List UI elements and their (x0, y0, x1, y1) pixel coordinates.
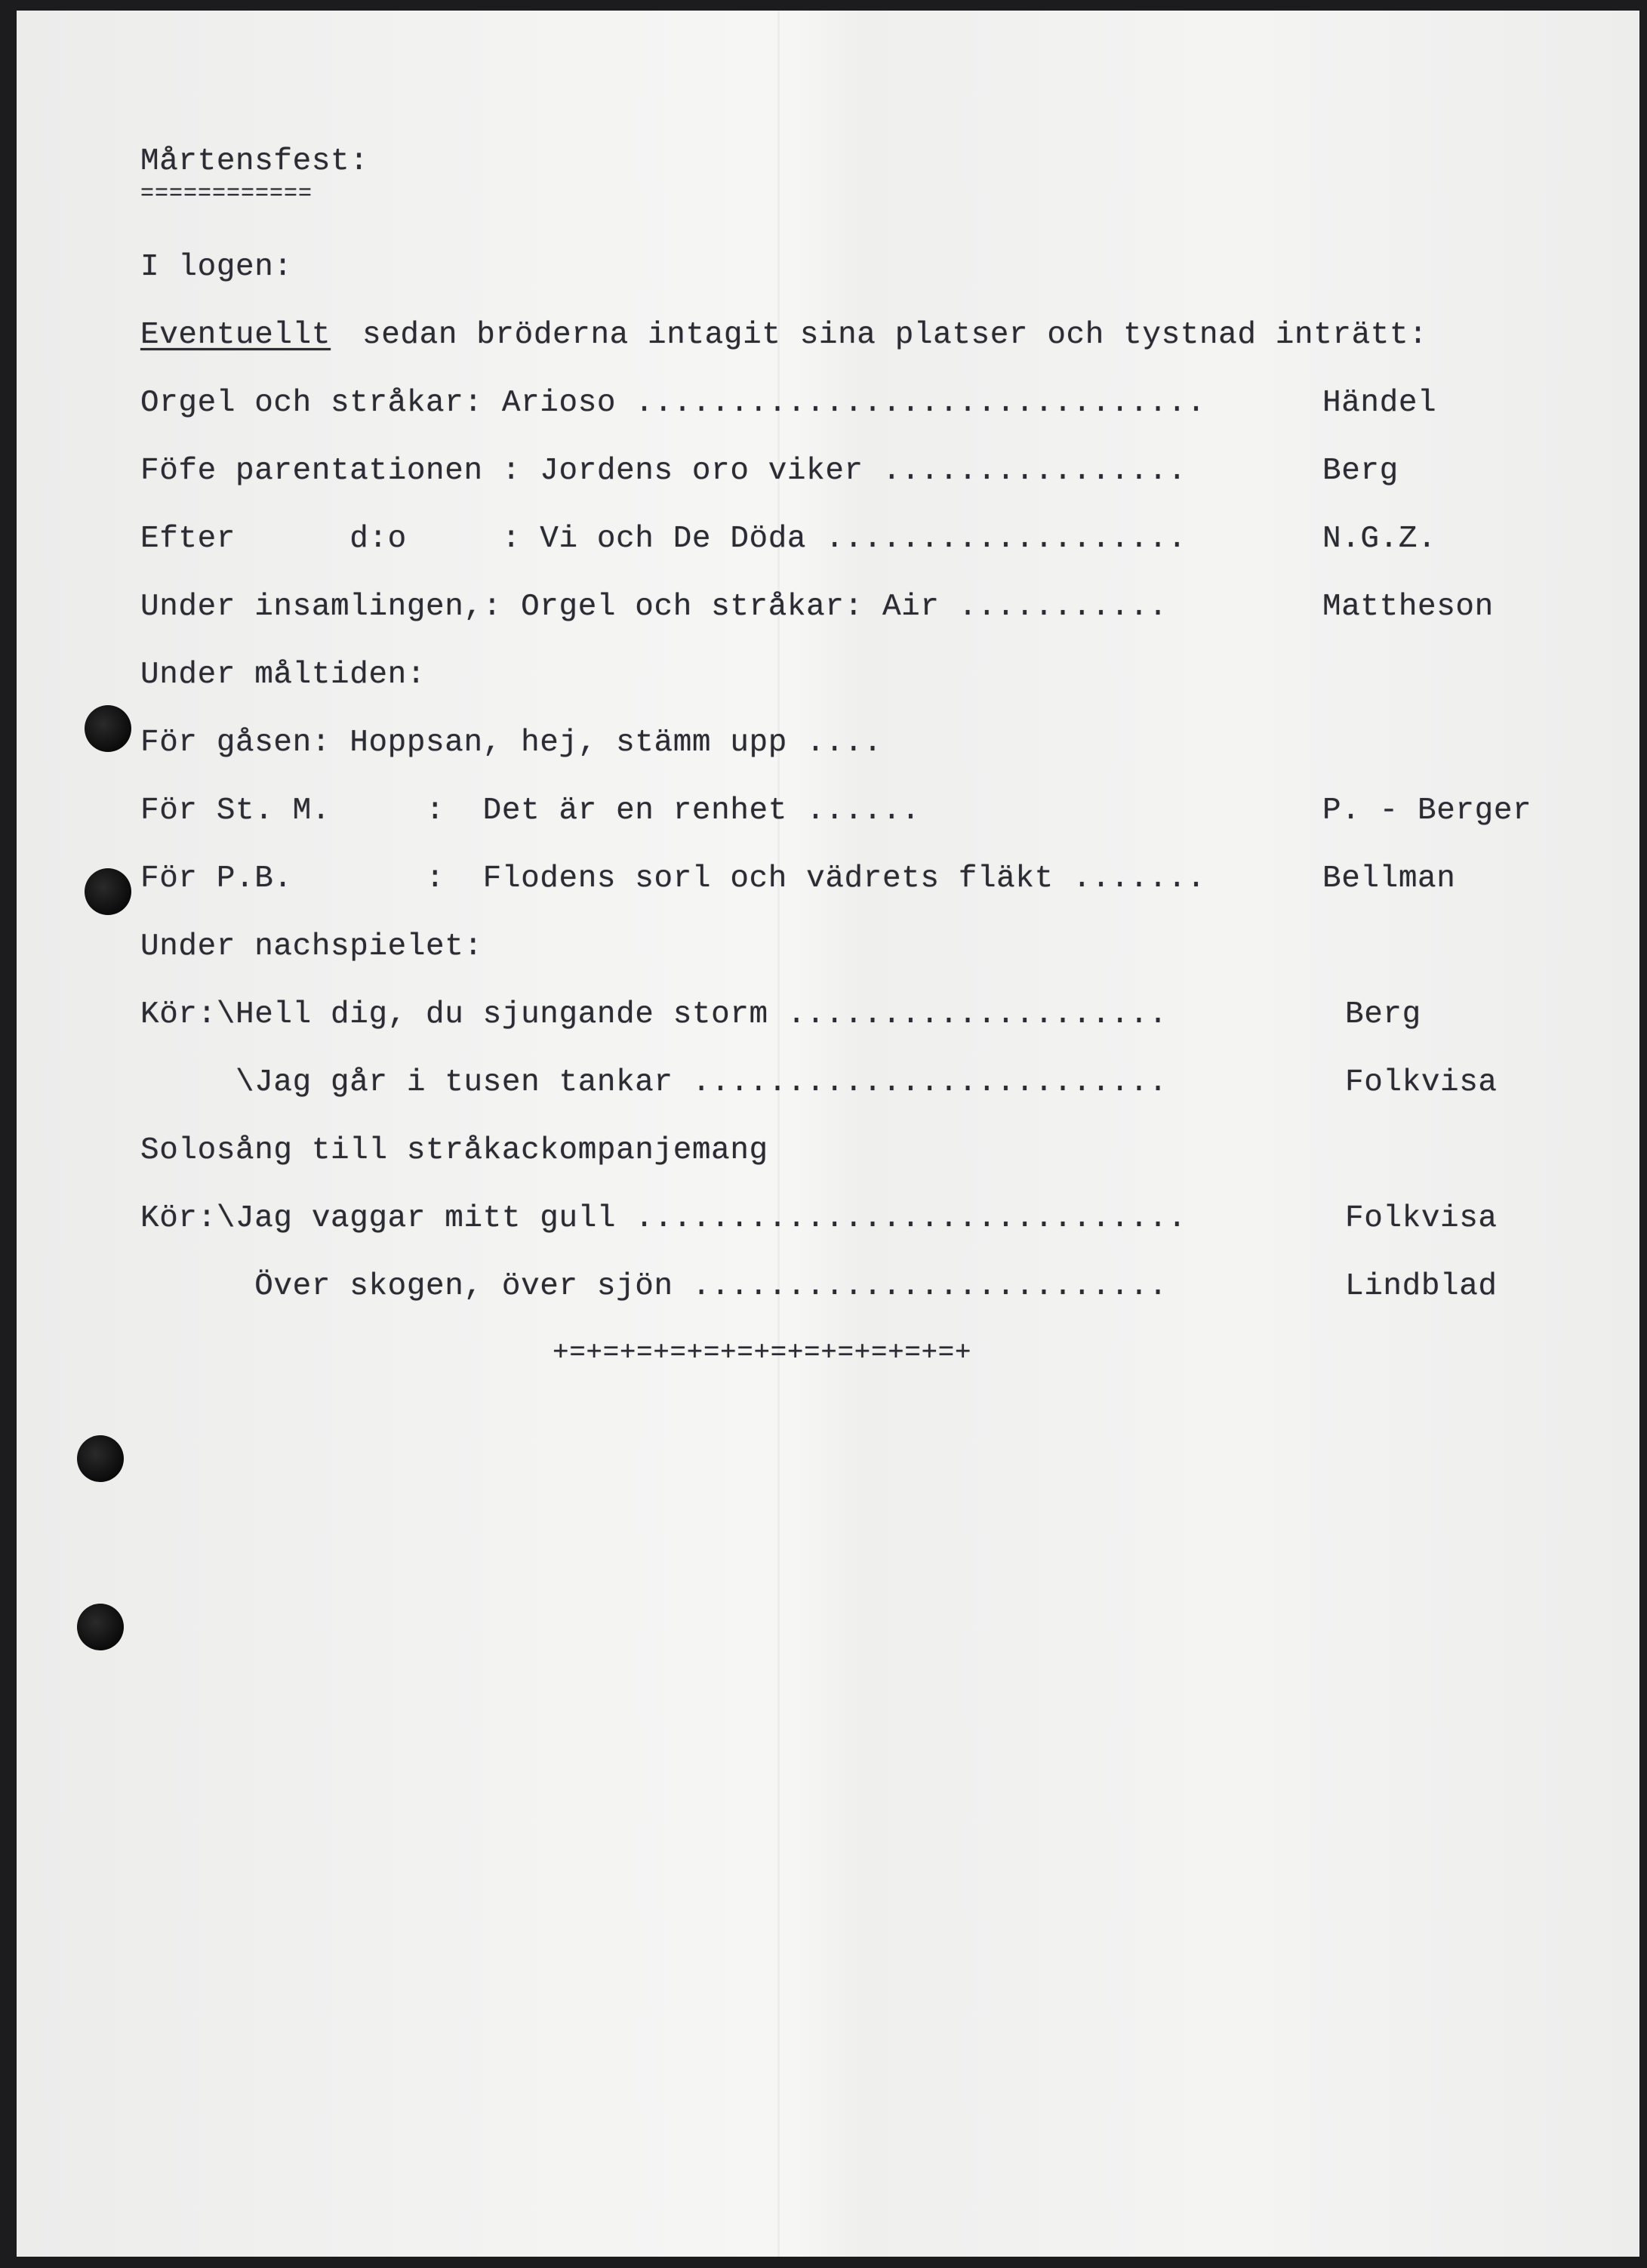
section-heading: Solosång till stråkackompanjemang (140, 1133, 768, 1168)
section-heading: Under måltiden: (140, 658, 426, 692)
choir-row-composer: Berg (1345, 997, 1421, 1032)
punch-hole (85, 705, 131, 752)
program-row-composer: Händel (1322, 386, 1437, 421)
document-page (17, 11, 1639, 2257)
end-divider: +=+=+=+=+=+=+=+=+=+=+=+=+ (553, 1337, 972, 1368)
punch-hole (85, 868, 131, 915)
punch-hole (77, 1435, 124, 1482)
choir-row-left: Kör:\Jag vaggar mitt gull ............................. (140, 1201, 1187, 1236)
page-title: Mårtensfest: (140, 144, 369, 179)
location-heading: I logen: (140, 250, 293, 285)
choir-row-left: Kör:\Hell dig, du sjungande storm .................... (140, 997, 1168, 1032)
program-row-composer: N.G.Z. (1322, 522, 1437, 556)
meal-row-left: För St. M. : Det är en renhet ...... (140, 793, 921, 828)
meal-row-composer: P. - Berger (1322, 793, 1532, 828)
meal-row-composer: Bellman (1322, 861, 1456, 896)
program-row-composer: Berg (1322, 454, 1399, 488)
choir-row-left: \Jag går i tusen tankar ......................... (140, 1065, 1168, 1100)
meal-row-left: För P.B. : Flodens sorl och vädrets fläkt ....... (140, 861, 1206, 896)
intro-label: Eventuellt (140, 318, 331, 353)
section-heading: Under nachspielet: (140, 929, 483, 964)
program-row-composer: Mattheson (1322, 590, 1494, 624)
choir-row-composer: Folkvisa (1345, 1201, 1498, 1236)
choir-row-composer: Lindblad (1345, 1269, 1498, 1304)
program-row-left: Föfe parentationen : Jordens oro viker ................ (140, 454, 1187, 488)
intro-text: sedan bröderna intagit sina platser och tystnad inträtt: (362, 318, 1428, 353)
choir-row-composer: Folkvisa (1345, 1065, 1498, 1100)
program-row-left: Efter d:o : Vi och De Döda ................... (140, 522, 1187, 556)
meal-row-left: För gåsen: Hoppsan, hej, stämm upp .... (140, 726, 882, 760)
program-row-left: Under insamlingen,: Orgel och stråkar: Air ........... (140, 590, 1168, 624)
title-underline: ============ (140, 181, 313, 207)
program-row-left: Orgel och stråkar: Arioso .............................. (140, 386, 1206, 421)
punch-hole (77, 1604, 124, 1650)
choir-row-left: Över skogen, över sjön ......................... (140, 1269, 1168, 1304)
